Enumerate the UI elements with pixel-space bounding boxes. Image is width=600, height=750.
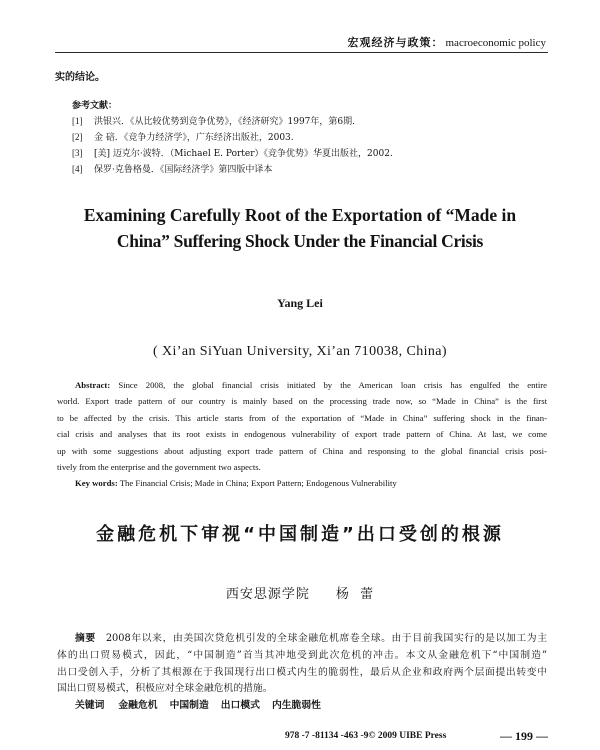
cn-abstract-line: 体的出口贸易模式，因此，“中国制造”首当其冲地受到此次危机的冲击。本文从金融危机下“中国制造” [57, 649, 547, 661]
section-title-en: macroeconomic policy [445, 37, 546, 49]
section-title-cn: 宏观经济与政策： [347, 36, 444, 49]
reference-text: 金 碚．《竞争力经济学》，广东经济出版社，2003. [94, 133, 294, 143]
keywords-text: The Financial Crisis; Made in China; Export Pattern; Endogenous Vulnerability [119, 478, 397, 489]
header-rule [55, 52, 548, 53]
abstract-line: world. Export trade pattern of our country is mainly based on the processing trade now, so “Made in China” is the first [57, 396, 547, 407]
cn-keyword: 中国制造 [169, 700, 209, 712]
references-heading: 参考文献： [72, 101, 118, 111]
reference-item [72, 162, 542, 178]
reference-item [72, 130, 542, 146]
reference-text: 保罗·克鲁格曼．《国际经济学》第四版中译本 [94, 165, 273, 175]
reference-number: [4] [72, 164, 83, 174]
english-title-line: Examining Carefully Root of the Exportation of “Made in [83, 205, 517, 225]
page-number: — 199 — [500, 729, 548, 743]
abstract-label: Abstract: [75, 380, 111, 390]
abstract-line: cial crisis and analyses that its root exists in endogenous vulnerability of export trade pattern of China. At last, we come [57, 429, 547, 440]
cn-abstract-line: 出口受创入手，分析了其根源在于我国现行出口模式内生的脆弱性，最后从企业和政府两个层面提出转变中 [57, 666, 547, 678]
chinese-title: 金融危机下审视“中国制造”出口受创的根源 [96, 524, 504, 545]
footer-isbn: 978 -7 -81134 -463 -9© 2009 UIBE Press [285, 731, 447, 741]
english-affiliation: ( Xi’an SiYuan University, Xi’an 710038, China) [153, 344, 447, 359]
abstract-line: tively from the enterprise and the government two aspects. [57, 462, 261, 473]
cn-abstract-line: 国出口贸易模式，积极应对全球金融危机的措施。 [57, 683, 273, 695]
abstract-line: up with some suggestions about adjusting export trade pattern of China and responsing to the global financial crisis posi- [57, 445, 547, 456]
cn-abstract-line [57, 631, 547, 648]
cn-keyword: 出口模式 [220, 700, 260, 712]
abstract-text: Since 2008, the global financial crisis initiated by the American loan crisis has engulfed the entire [118, 380, 547, 390]
chinese-author: 杨 蕾 [335, 587, 375, 602]
cn-abstract-label: 摘要 [75, 633, 96, 644]
cn-keyword: 金融危机 [118, 700, 158, 712]
reference-item [72, 114, 542, 130]
english-title [0, 202, 600, 254]
cn-abstract-text: 2008年以来，由美国次贷危机引发的全球金融危机席卷全球。由于目前我国实行的是以加工为主 [105, 633, 547, 644]
reference-text: [美] 迈克尔·波特．（Michael E. Porter）《竞争优势》华夏出版社，2002. [94, 149, 393, 159]
running-header [348, 34, 547, 50]
abstract-line: to be affected by the crisis. This article starts from of the exportation of “Made in China” suffering shock in the finan- [57, 412, 547, 423]
reference-number: [2] [72, 132, 83, 142]
reference-number: [1] [72, 116, 83, 126]
reference-number: [3] [72, 148, 83, 158]
continued-text: 实的结论。 [55, 72, 105, 83]
reference-list [72, 114, 542, 178]
cn-keyword: 内生脆弱性 [271, 700, 321, 712]
abstract-line [57, 377, 547, 393]
english-abstract [57, 377, 547, 492]
reference-item [72, 146, 542, 162]
keywords-label: Key words: [75, 478, 118, 489]
english-keywords [57, 475, 547, 491]
cn-keywords-label: 关键词 [75, 700, 105, 712]
chinese-abstract [57, 631, 547, 715]
chinese-institution: 西安思源学院 [225, 587, 310, 602]
english-title-line: China” Suffering Shock Under the Financial Crisis [116, 231, 484, 251]
chinese-keywords [57, 698, 547, 715]
english-author: Yang Lei [277, 296, 323, 310]
chinese-author-line [0, 583, 600, 602]
reference-text: 洪银兴．《从比较优势到竞争优势》，《经济研究》1997年，第6期． [94, 117, 362, 127]
